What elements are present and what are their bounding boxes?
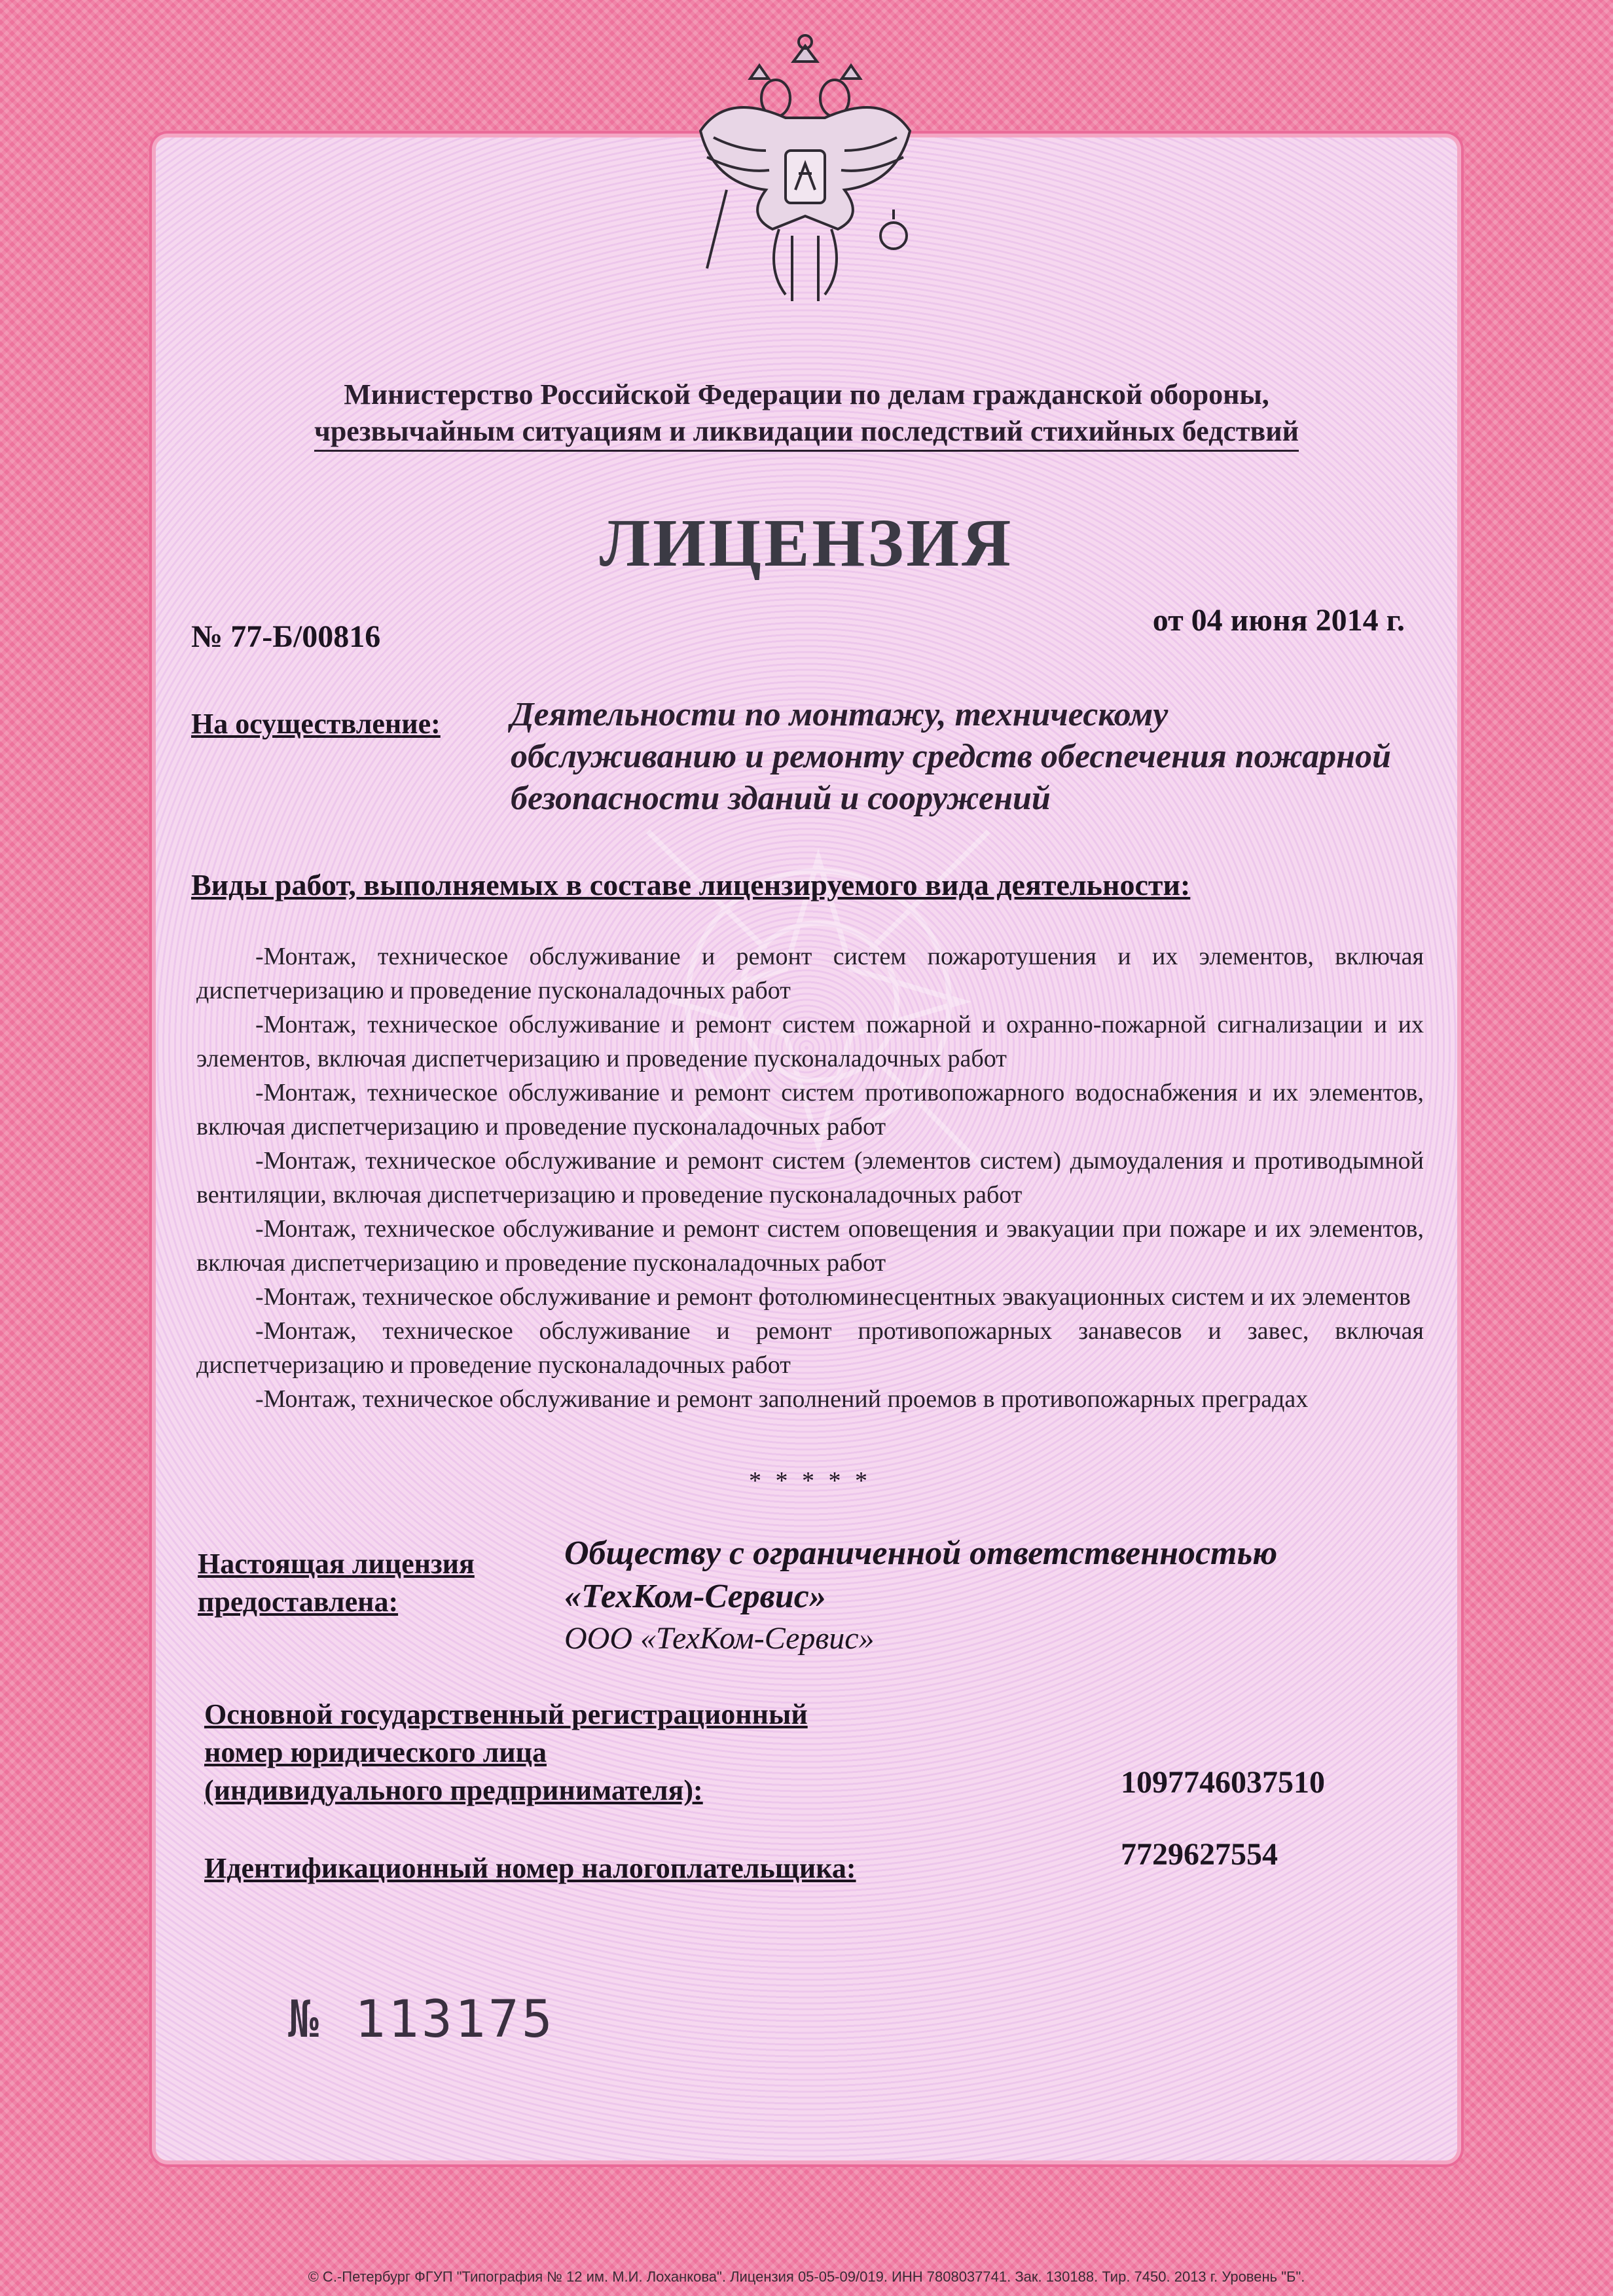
holder-short-name: ООО «ТехКом-Сервис» [564, 1621, 875, 1656]
holder-label-line-1: Настоящая лицензия [198, 1548, 475, 1580]
purpose-label: На осуществление: [191, 708, 441, 740]
coat-of-arms-emblem [687, 20, 923, 327]
ogrn-label-line-3: (индивидуального предпринимателя): [204, 1774, 703, 1806]
list-item: -Монтаж, техническое обслуживание и ремонт фотолюминесцентных эвакуационных систем и их элементов [255, 1283, 1411, 1311]
holder-label-line-2: предоставлена: [198, 1586, 399, 1618]
works-label: Виды работ, выполняемых в составе лицензируемого вида деятельности: [191, 868, 1191, 902]
list-item: -Монтаж, техническое обслуживание и ремонт систем оповещения и эвакуации при пожаре и их элементов, включая диспетчеризацию и проведение пусконаладочных работ [196, 1215, 1424, 1277]
list-item: -Монтаж, техническое обслуживание и ремонт систем (элементов систем) дымоудаления и противодымной вентиляции, включая диспетчеризацию и проведение пусконаладочных работ [196, 1147, 1424, 1209]
list-item: -Монтаж, техническое обслуживание и ремонт систем пожарной и охранно-пожарной сигнализации и их элементов, включая диспетчеризацию и проведение пусконаладочных работ [196, 1011, 1424, 1072]
holder-name-line-1: Обществу с ограниченной ответственностью [564, 1535, 1278, 1572]
list-item: -Монтаж, техническое обслуживание и ремонт систем пожаротушения и их элементов, включая диспетчеризацию и проведение пусконаладочных работ [196, 943, 1424, 1004]
ministry-line-1: Министерство Российской Федерации по делам гражданской обороны, [344, 378, 1269, 410]
inn-label: Идентификационный номер налогоплательщика: [204, 1852, 856, 1884]
inn-value: 7729627554 [1121, 1837, 1278, 1872]
list-item: -Монтаж, техническое обслуживание и ремонт систем противопожарного водоснабжения и их элементов, включая диспетчеризацию и проведение пусконаладочных работ [196, 1079, 1424, 1140]
holder-name-line-2: «ТехКом-Сервис» [564, 1578, 826, 1615]
ministry-header [196, 376, 1417, 452]
license-number: № 77-Б/00816 [191, 619, 381, 654]
printer-imprint: © С.-Петербург ФГУП "Типография № 12 им. М.И. Лоханкова". Лицензия 05-05-09/019. ИНН 7808037741. Зак. 130188. Тир. 7450. 2013 г. Уровень "Б". [308, 2269, 1305, 2285]
ogrn-label-line-1: Основной государственный регистрационный [204, 1698, 808, 1730]
holder-full-name [564, 1532, 1415, 1618]
form-serial-number: № 113175 [288, 1990, 555, 2049]
works-list [196, 939, 1424, 1416]
ministry-line-2: чрезвычайным ситуациям и ликвидации последствий стихийных бедствий [314, 413, 1299, 452]
list-item: -Монтаж, техническое обслуживание и ремонт противопожарных занавесов и завес, включая диспетчеризацию и проведение пусконаладочных работ [196, 1317, 1424, 1379]
list-item: -Монтаж, техническое обслуживание и ремонт заполнений проемов в противопожарных преградах [255, 1385, 1309, 1413]
ogrn-label-line-2: номер юридического лица [204, 1736, 547, 1768]
purpose-value: Деятельности по монтажу, техническому обслуживанию и ремонту средств обеспечения пожарной безопасности зданий и сооружений [511, 696, 1391, 817]
holder-label [198, 1545, 475, 1621]
document-title: ЛИЦЕНЗИЯ [599, 505, 1014, 581]
ogrn-label [204, 1696, 808, 1810]
license-date: от 04 июня 2014 г. [1152, 603, 1405, 638]
ogrn-value: 1097746037510 [1121, 1765, 1325, 1800]
separator-stars: * * * * * [749, 1467, 871, 1495]
